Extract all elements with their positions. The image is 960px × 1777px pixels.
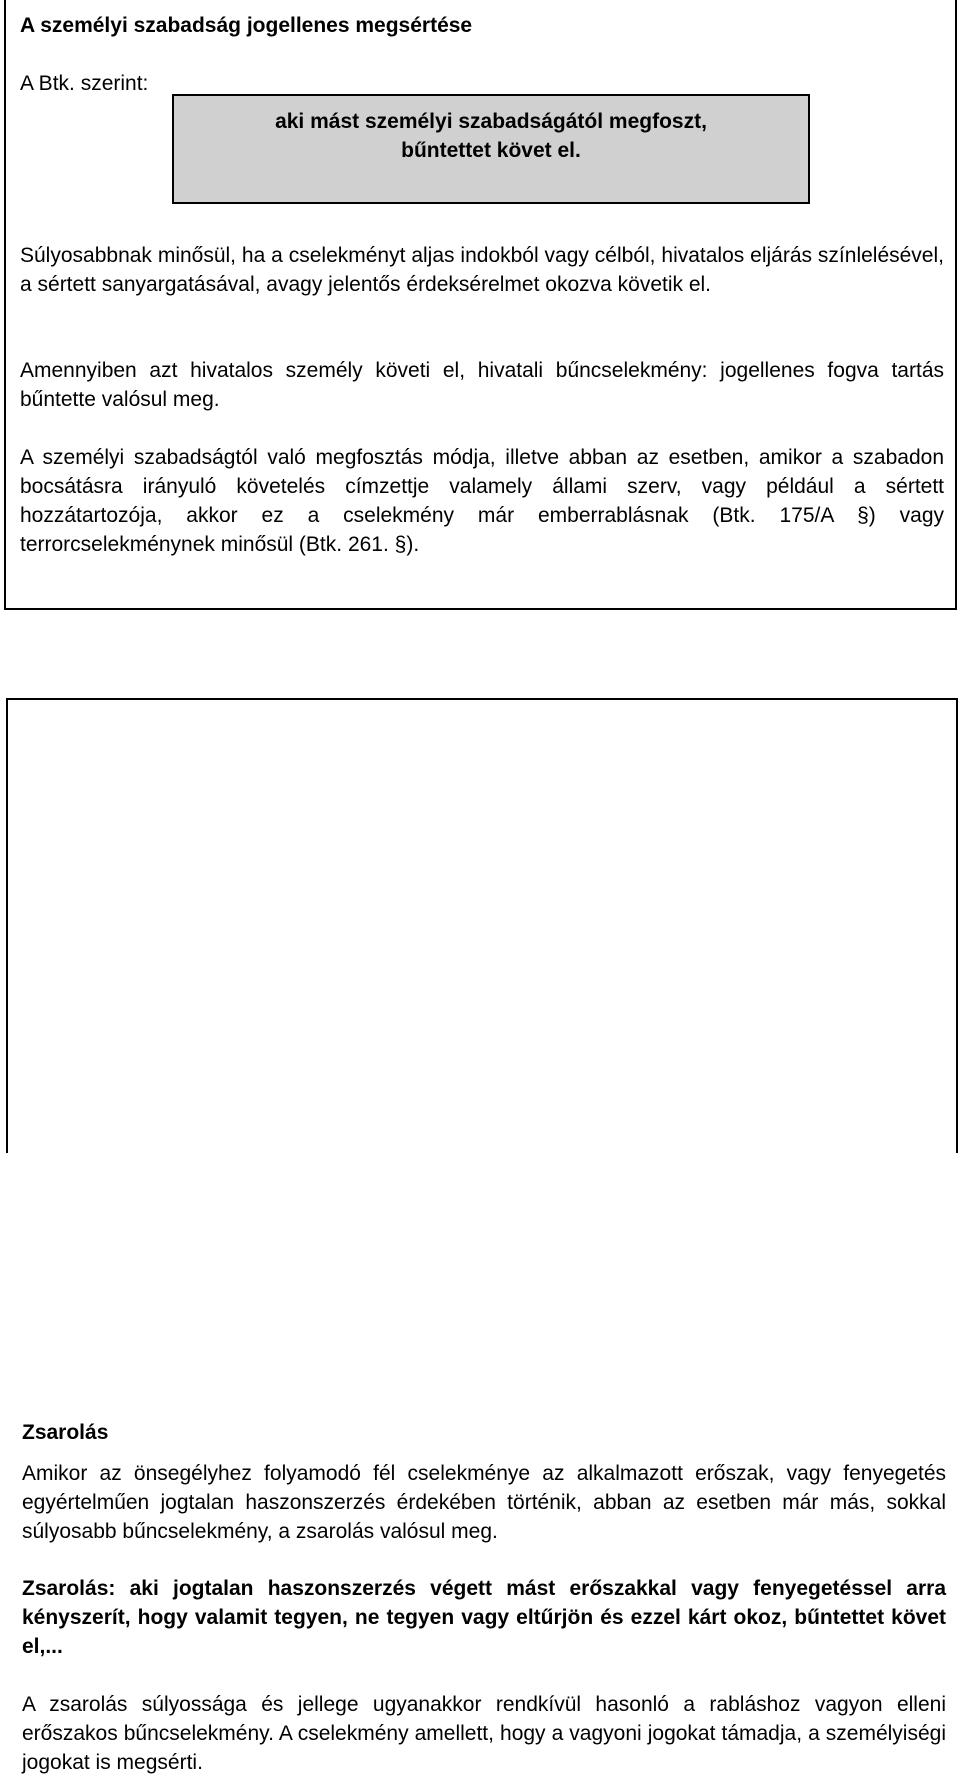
definition-box	[172, 94, 810, 204]
section-extortion	[6, 698, 958, 1774]
paragraph-kidnapping: A személyi szabadságtól való megfosztás módja, illetve abban az esetben, amikor a szabadon bocsátásra irányuló követelés címzettje valamely állami szerv, vagy például a sértett hozzátartozója, akkor ez a cselekmény már emberrablásnak (Btk. 175/A §) vagy terrorcselekménynek minősül (Btk. 261. §).	[20, 446, 944, 556]
section-title: A személyi szabadság jogellenes megsértése	[20, 14, 473, 37]
section-personal-liberty	[4, 0, 957, 610]
paragraph-severity: A zsarolás súlyossága és jellege ugyanakkor rendkívül hasonló a rabláshoz vagyon elleni erőszakos bűncselekmény. A cselekmény amellett, hogy a vagyoni jogokat támadja, a személyiségi jogokat is megsérti.	[22, 1693, 946, 1774]
paragraph-aggravating: Súlyosabbnak minősül, ha a cselekményt aljas indokból vagy célból, hivatalos eljárás színlelésével, a sértett sanyargatásával, avagy jelentős érdeksérelmet okozva követik el.	[20, 244, 944, 296]
lead-in-text: A Btk. szerint:	[20, 72, 149, 95]
definition-line-1: aki mást személyi szabadságától megfoszt,	[275, 110, 707, 133]
section-title: Zsarolás	[22, 1421, 109, 1444]
definition-text	[174, 107, 808, 165]
paragraph-intro: Amikor az önsegélyhez folyamodó fél cselekménye az alkalmazott erőszak, vagy fenyegetés egyértelműen jogtalan haszonszerzés érdekében történik, abban az esetben már más, sokkal súlyosabb bűncselekmény, a zsarolás valósul meg.	[22, 1462, 946, 1543]
paragraph-definition: Zsarolás: aki jogtalan haszonszerzés végett mást erőszakkal vagy fenyegetéssel arra kényszerít, hogy valamit tegyen, ne tegyen vagy eltűrjön és ezzel kárt okoz, bűntettet követ el,...	[22, 1577, 946, 1658]
paragraph-official: Amennyiben azt hivatalos személy követi el, hivatali bűncselekmény: jogellenes fogva tartás bűntette valósul meg.	[20, 359, 944, 411]
definition-line-2: bűntettet követ el.	[401, 139, 581, 162]
